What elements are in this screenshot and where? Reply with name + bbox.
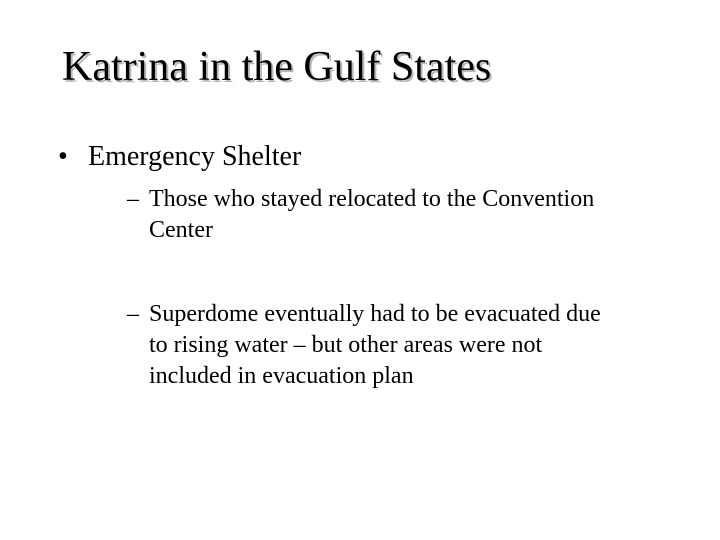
bullet-dot-icon: • (58, 141, 68, 172)
sub-bullet-line: included in evacuation plan (149, 363, 414, 389)
dash-icon: – (127, 186, 139, 212)
slide-title: Katrina in the Gulf States (62, 44, 492, 90)
sub-bullet-line: to rising water – but other areas were not (149, 332, 543, 358)
sub-bullet-line: Superdome eventually had to be evacuated due (149, 301, 601, 327)
sub-bullet-convention-center (127, 184, 698, 246)
bullet-label: Emergency Shelter (88, 141, 302, 172)
bullet-emergency-shelter (58, 140, 698, 392)
sub-bullet-line: Center (149, 217, 213, 243)
dash-icon: – (127, 301, 139, 327)
sub-bullet-superdome (127, 299, 698, 392)
sub-bullet-list (88, 184, 698, 392)
sub-bullet-line: Those who stayed relocated to the Convention (149, 186, 595, 212)
bullet-list (58, 140, 698, 392)
